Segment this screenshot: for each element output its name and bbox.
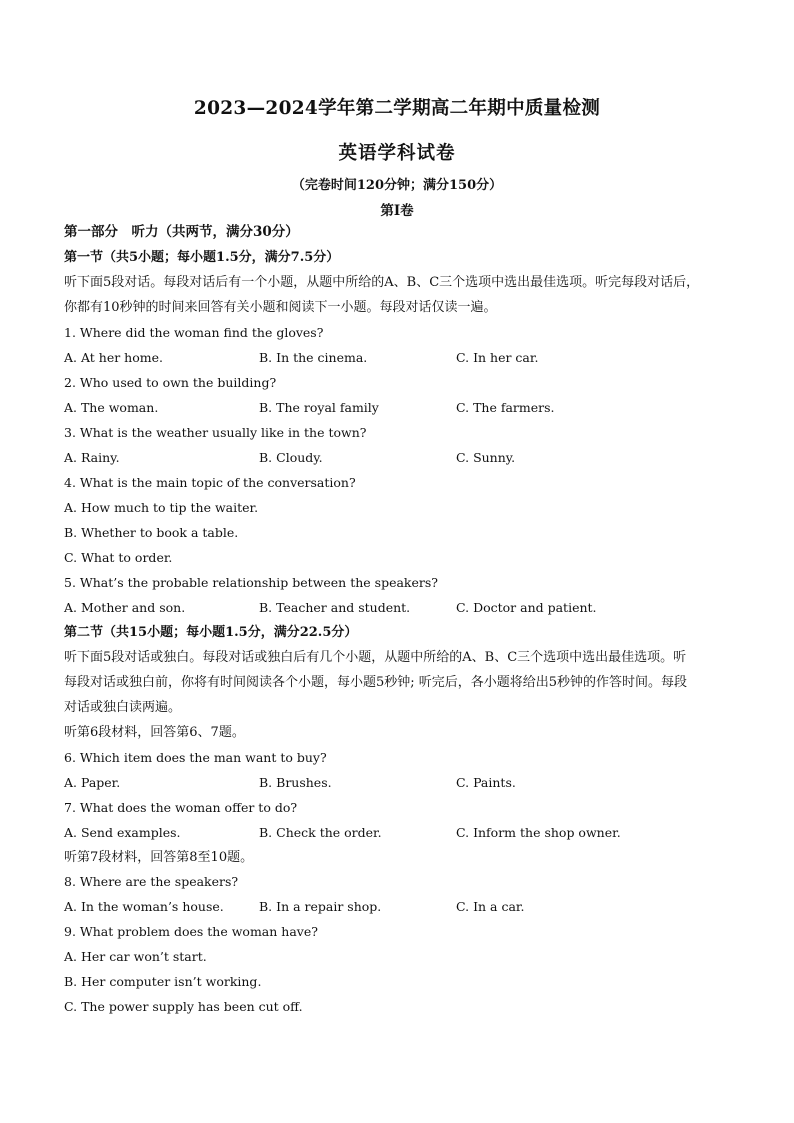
section2-title: 第二节（共15小题；每小题1.5分，满分22.5分） [64,625,358,640]
option-c: C. Paints. [456,775,516,790]
exam-subtitle: 英语学科试卷 [338,143,456,164]
section1-title: 第一节（共5小题；每小题1.5分，满分7.5分） [64,250,340,265]
option-a: A. Rainy. [64,450,120,465]
option-c: C. What to order. [64,550,173,565]
option-c: C. Sunny. [456,450,516,465]
question-stem: 4. What is the main topic of the conversation? [64,475,356,490]
section2-instruction: 对话或独白读两遍。 [64,700,182,715]
material-note: 听第7段材料，回答第8至10题。 [64,850,254,865]
question-stem: 9. What problem does the woman have? [64,924,318,939]
option-a: A. How much to tip the waiter. [64,500,259,515]
question-stem: 6. Which item does the man want to buy? [64,750,327,765]
question-stem: 5. What’s the probable relationship between the speakers? [64,575,438,590]
option-a: A. The woman. [64,400,159,415]
option-c: C. Inform the shop owner. [456,825,621,840]
option-b: B. The royal family [259,400,379,415]
question-stem: 1. Where did the woman find the gloves? [64,325,324,340]
volume-label: 第Ⅰ卷 [380,203,414,219]
option-b: B. Check the order. [259,825,382,840]
part1-title: 第一部分 听力（共两节，满分30分） [64,224,299,240]
option-a: A. Her car won’t start. [64,949,207,964]
option-c: C. Doctor and patient. [456,600,597,615]
option-b: B. Cloudy. [259,450,323,465]
question-stem: 2. Who used to own the building? [64,375,277,390]
question-stem: 8. Where are the speakers? [64,874,239,889]
section2-instruction: 每段对话或独白前，你将有时间阅读各个小题，每小题5秒钟; 听完后，各小题将给出5秒钟的作答时间。每段 [64,675,688,690]
option-b: B. Brushes. [259,775,332,790]
option-b: B. In a repair shop. [259,899,382,914]
option-b: B. Whether to book a table. [64,525,239,540]
option-a: A. Mother and son. [64,600,186,615]
option-b: B. Teacher and student. [259,600,411,615]
option-b: B. In the cinema. [259,350,368,365]
section1-instruction: 听下面5段对话。每段对话后有一个小题，从题中所给的A、B、C三个选项中选出最佳选项。听完每段对话后， [64,275,700,290]
exam-info: （完卷时间120分钟；满分150分） [291,178,503,193]
option-a: A. Send examples. [64,825,181,840]
section1-instruction: 你都有10秒钟的时间来回答有关小题和阅读下一小题。每段对话仅读一遍。 [64,300,497,315]
option-c: C. The farmers. [456,400,555,415]
option-c: C. The power supply has been cut off. [64,999,303,1014]
material-note: 听第6段材料，回答第6、7题。 [64,725,245,740]
option-a: A. Paper. [64,775,121,790]
question-stem: 3. What is the weather usually like in the town? [64,425,367,440]
option-c: C. In a car. [456,899,525,914]
option-a: A. In the woman’s house. [64,899,224,914]
option-b: B. Her computer isn’t working. [64,974,262,989]
question-stem: 7. What does the woman offer to do? [64,800,298,815]
option-c: C. In her car. [456,350,539,365]
option-a: A. At her home. [64,350,163,365]
section2-instruction: 听下面5段对话或独白。每段对话或独白后有几个小题，从题中所给的A、B、C三个选项中选出最佳选项。听 [64,650,687,665]
exam-title: 2023—2024学年第二学期高二年期中质量检测 [193,98,601,119]
